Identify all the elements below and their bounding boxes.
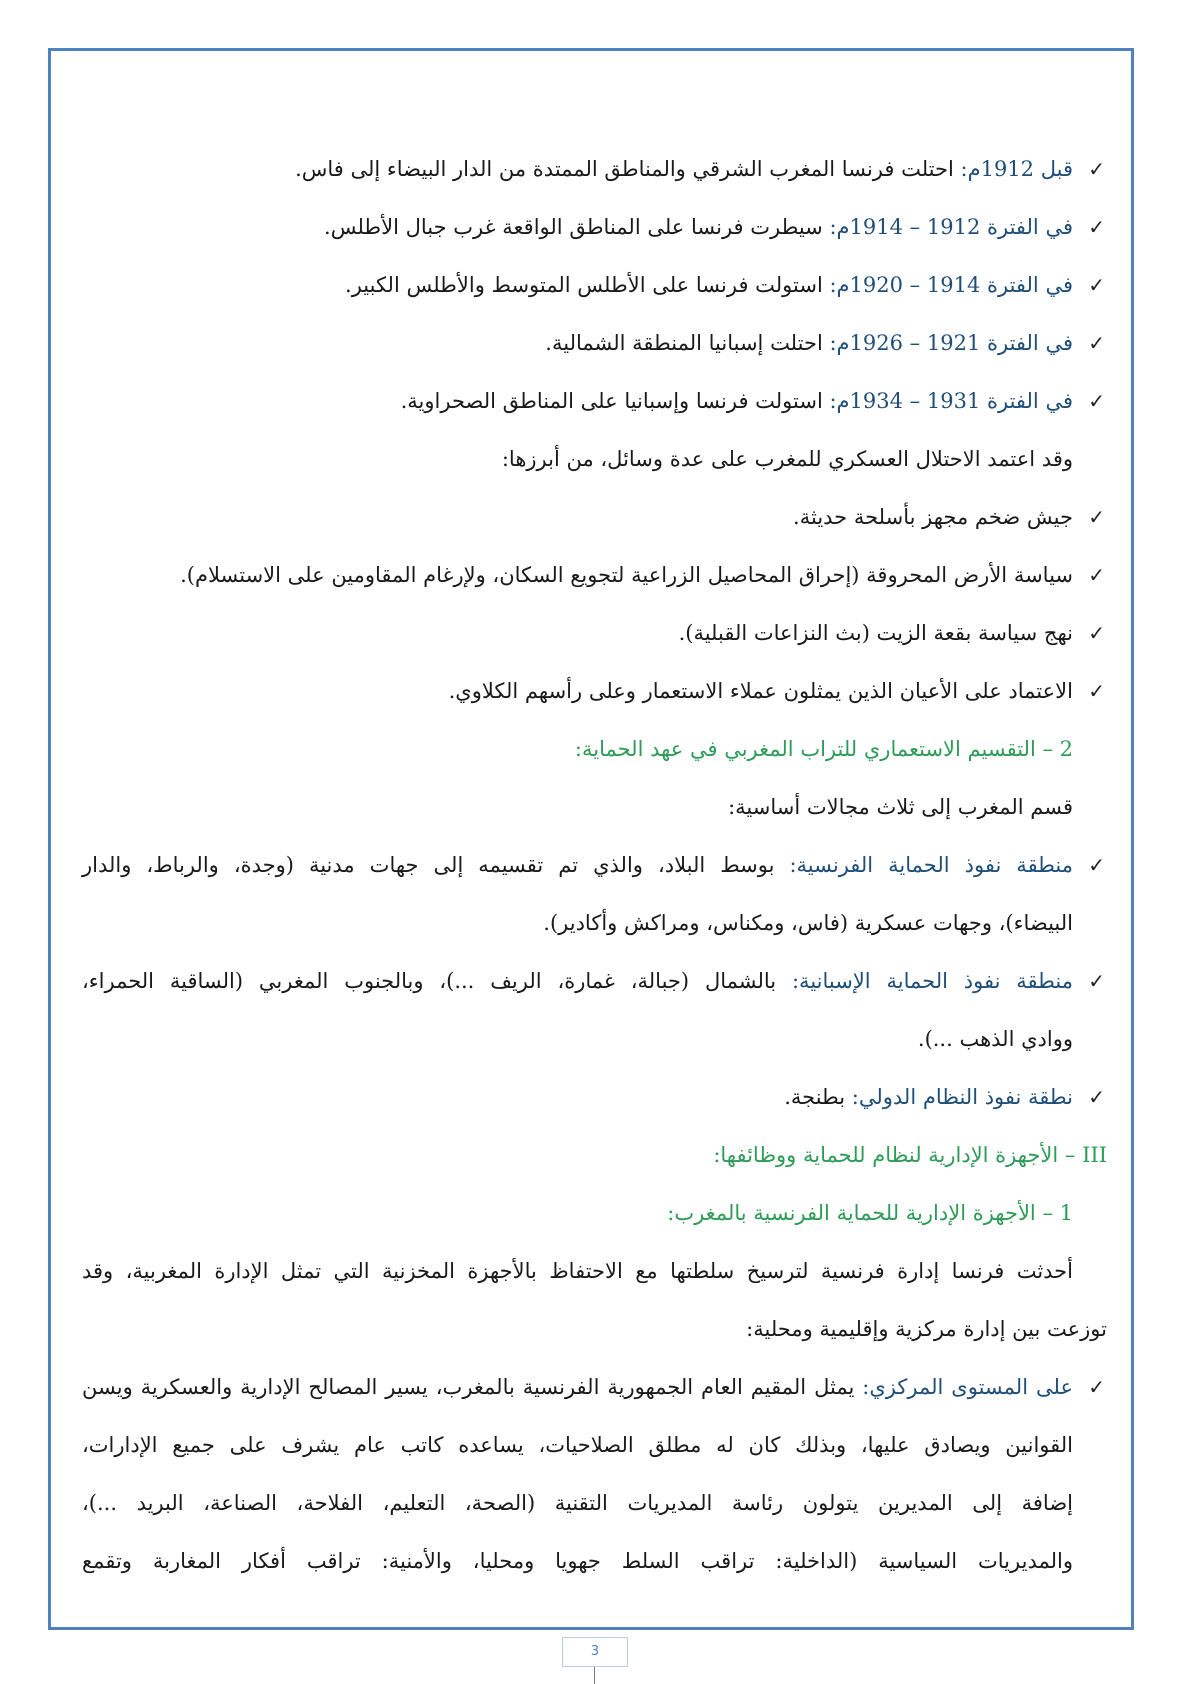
paragraph-line: القوانين ويصادق عليها، وبذلك كان له مطلق الصلاحيات، يساعده كاتب عام يشرف على جميع الإدارات، — [82, 1433, 1073, 1457]
check-mark-icon: ✓ — [1088, 331, 1105, 355]
check-mark-icon: ✓ — [1088, 853, 1105, 877]
paragraph-line: والمديريات السياسية (الداخلية: تراقب السلط جهويا ومحليا، والأمنية: تراقب أفكار المغاربة وتقمع — [82, 1549, 1073, 1573]
bullet-lead: في الفترة 1931 – 1934م: — [829, 389, 1073, 413]
bullet-item — [82, 140, 1107, 198]
bullet-text: نهج سياسة بقعة الزيت (بث النزاعات القبلية). — [678, 621, 1073, 645]
check-mark-icon: ✓ — [1088, 679, 1105, 703]
bullet-lead: منطقة نفوذ الحماية الإسبانية: — [791, 969, 1073, 993]
check-mark-icon: ✓ — [1088, 215, 1105, 239]
bullet-text: استولت فرنسا على الأطلس المتوسط والأطلس الكبير. — [345, 273, 830, 297]
bullet-lead: على المستوى المركزي: — [862, 1375, 1073, 1399]
paragraph-line: توزعت بين إدارة مركزية وإقليمية ومحلية: — [746, 1317, 1107, 1341]
check-mark-icon: ✓ — [1088, 389, 1105, 413]
check-mark-icon: ✓ — [1088, 1375, 1105, 1399]
check-mark-icon: ✓ — [1088, 969, 1105, 993]
check-mark-icon: ✓ — [1088, 621, 1105, 645]
bullet-text: الاعتماد على الأعيان الذين يمثلون عملاء الاستعمار وعلى رأسهم الكلاوي. — [448, 679, 1073, 703]
bullet-item — [82, 198, 1107, 256]
bullet-item — [82, 488, 1107, 546]
page-number: 3 — [562, 1637, 628, 1667]
section-heading: 2 – التقسيم الاستعماري للتراب المغربي في عهد الحماية: — [574, 737, 1073, 761]
bullet-text: سياسة الأرض المحروقة (إحراق المحاصيل الزراعية لتجويع السكان، ولإرغام المقاومين على الاستسلام). — [180, 563, 1073, 587]
bullet-item — [82, 952, 1107, 1010]
bullet-item — [82, 836, 1107, 894]
document-body — [82, 140, 1107, 1590]
paragraph-line: أحدثت فرنسا إدارة فرنسية لترسيخ سلطتها مع الاحتفاظ بالأجهزة المخزنية التي تمثل الإدارة المغربية، وقد — [82, 1259, 1073, 1283]
bullet-text: يمثل المقيم العام الجمهورية الفرنسية بالمغرب، يسير المصالح الإدارية والعسكرية ويسن — [82, 1375, 863, 1399]
check-mark-icon: ✓ — [1088, 505, 1105, 529]
paragraph-line: البيضاء)، وجهات عسكرية (فاس، ومكناس، ومراكش وأكادير). — [543, 911, 1073, 935]
bullet-lead: في الفترة 1914 – 1920م: — [829, 273, 1073, 297]
paragraph-line: قسم المغرب إلى ثلاث مجالات أساسية: — [728, 795, 1073, 819]
check-mark-icon: ✓ — [1088, 1085, 1105, 1109]
bullet-item — [82, 604, 1107, 662]
check-mark-icon: ✓ — [1088, 157, 1105, 181]
bullet-text: بوسط البلاد، والذي تم تقسيمه إلى جهات مدنية (وجدة، والرباط، والدار — [82, 853, 790, 877]
bullet-lead: في الفترة 1912 – 1914م: — [829, 215, 1073, 239]
bullet-item — [82, 1068, 1107, 1126]
page-number-stem — [594, 1667, 595, 1684]
bullet-item — [82, 314, 1107, 372]
check-mark-icon: ✓ — [1088, 273, 1105, 297]
paragraph-line: إضافة إلى المديرين يتولون رئاسة المديريات التقنية (الصحة، التعليم، الفلاحة، الصناعة، البريد ...)، — [82, 1491, 1073, 1515]
bullet-text: بطنجة. — [784, 1085, 852, 1109]
bullet-lead: نطقة نفوذ النظام الدولي: — [851, 1085, 1073, 1109]
paragraph-line: وقد اعتمد الاحتلال العسكري للمغرب على عدة وسائل، من أبرزها: — [501, 447, 1073, 471]
bullet-item — [82, 372, 1107, 430]
bullet-lead: قبل 1912م: — [960, 157, 1073, 181]
section-heading: III – الأجهزة الإدارية لنظام للحماية ووظائفها: — [713, 1143, 1107, 1167]
section-heading: 1 – الأجهزة الإدارية للحماية الفرنسية بالمغرب: — [667, 1201, 1073, 1225]
bullet-lead: منطقة نفوذ الحماية الفرنسية: — [789, 853, 1073, 877]
bullet-item — [82, 546, 1107, 604]
bullet-item — [82, 1358, 1107, 1416]
bullet-text: جيش ضخم مجهز بأسلحة حديثة. — [793, 505, 1073, 529]
paragraph-line: ووادي الذهب ...). — [917, 1027, 1073, 1051]
bullet-item — [82, 256, 1107, 314]
bullet-text: احتلت فرنسا المغرب الشرقي والمناطق الممتدة من الدار البيضاء إلى فاس. — [295, 157, 961, 181]
check-mark-icon: ✓ — [1088, 563, 1105, 587]
bullet-text: بالشمال (جبالة، غمارة، الريف ...)، وبالجنوب المغربي (الساقية الحمراء، — [82, 969, 792, 993]
bullet-item — [82, 662, 1107, 720]
bullet-text: احتلت إسبانيا المنطقة الشمالية. — [545, 331, 830, 355]
bullet-text: سيطرت فرنسا على المناطق الواقعة غرب جبال الأطلس. — [324, 215, 830, 239]
bullet-text: استولت فرنسا وإسبانيا على المناطق الصحراوية. — [400, 389, 830, 413]
bullet-lead: في الفترة 1921 – 1926م: — [829, 331, 1073, 355]
